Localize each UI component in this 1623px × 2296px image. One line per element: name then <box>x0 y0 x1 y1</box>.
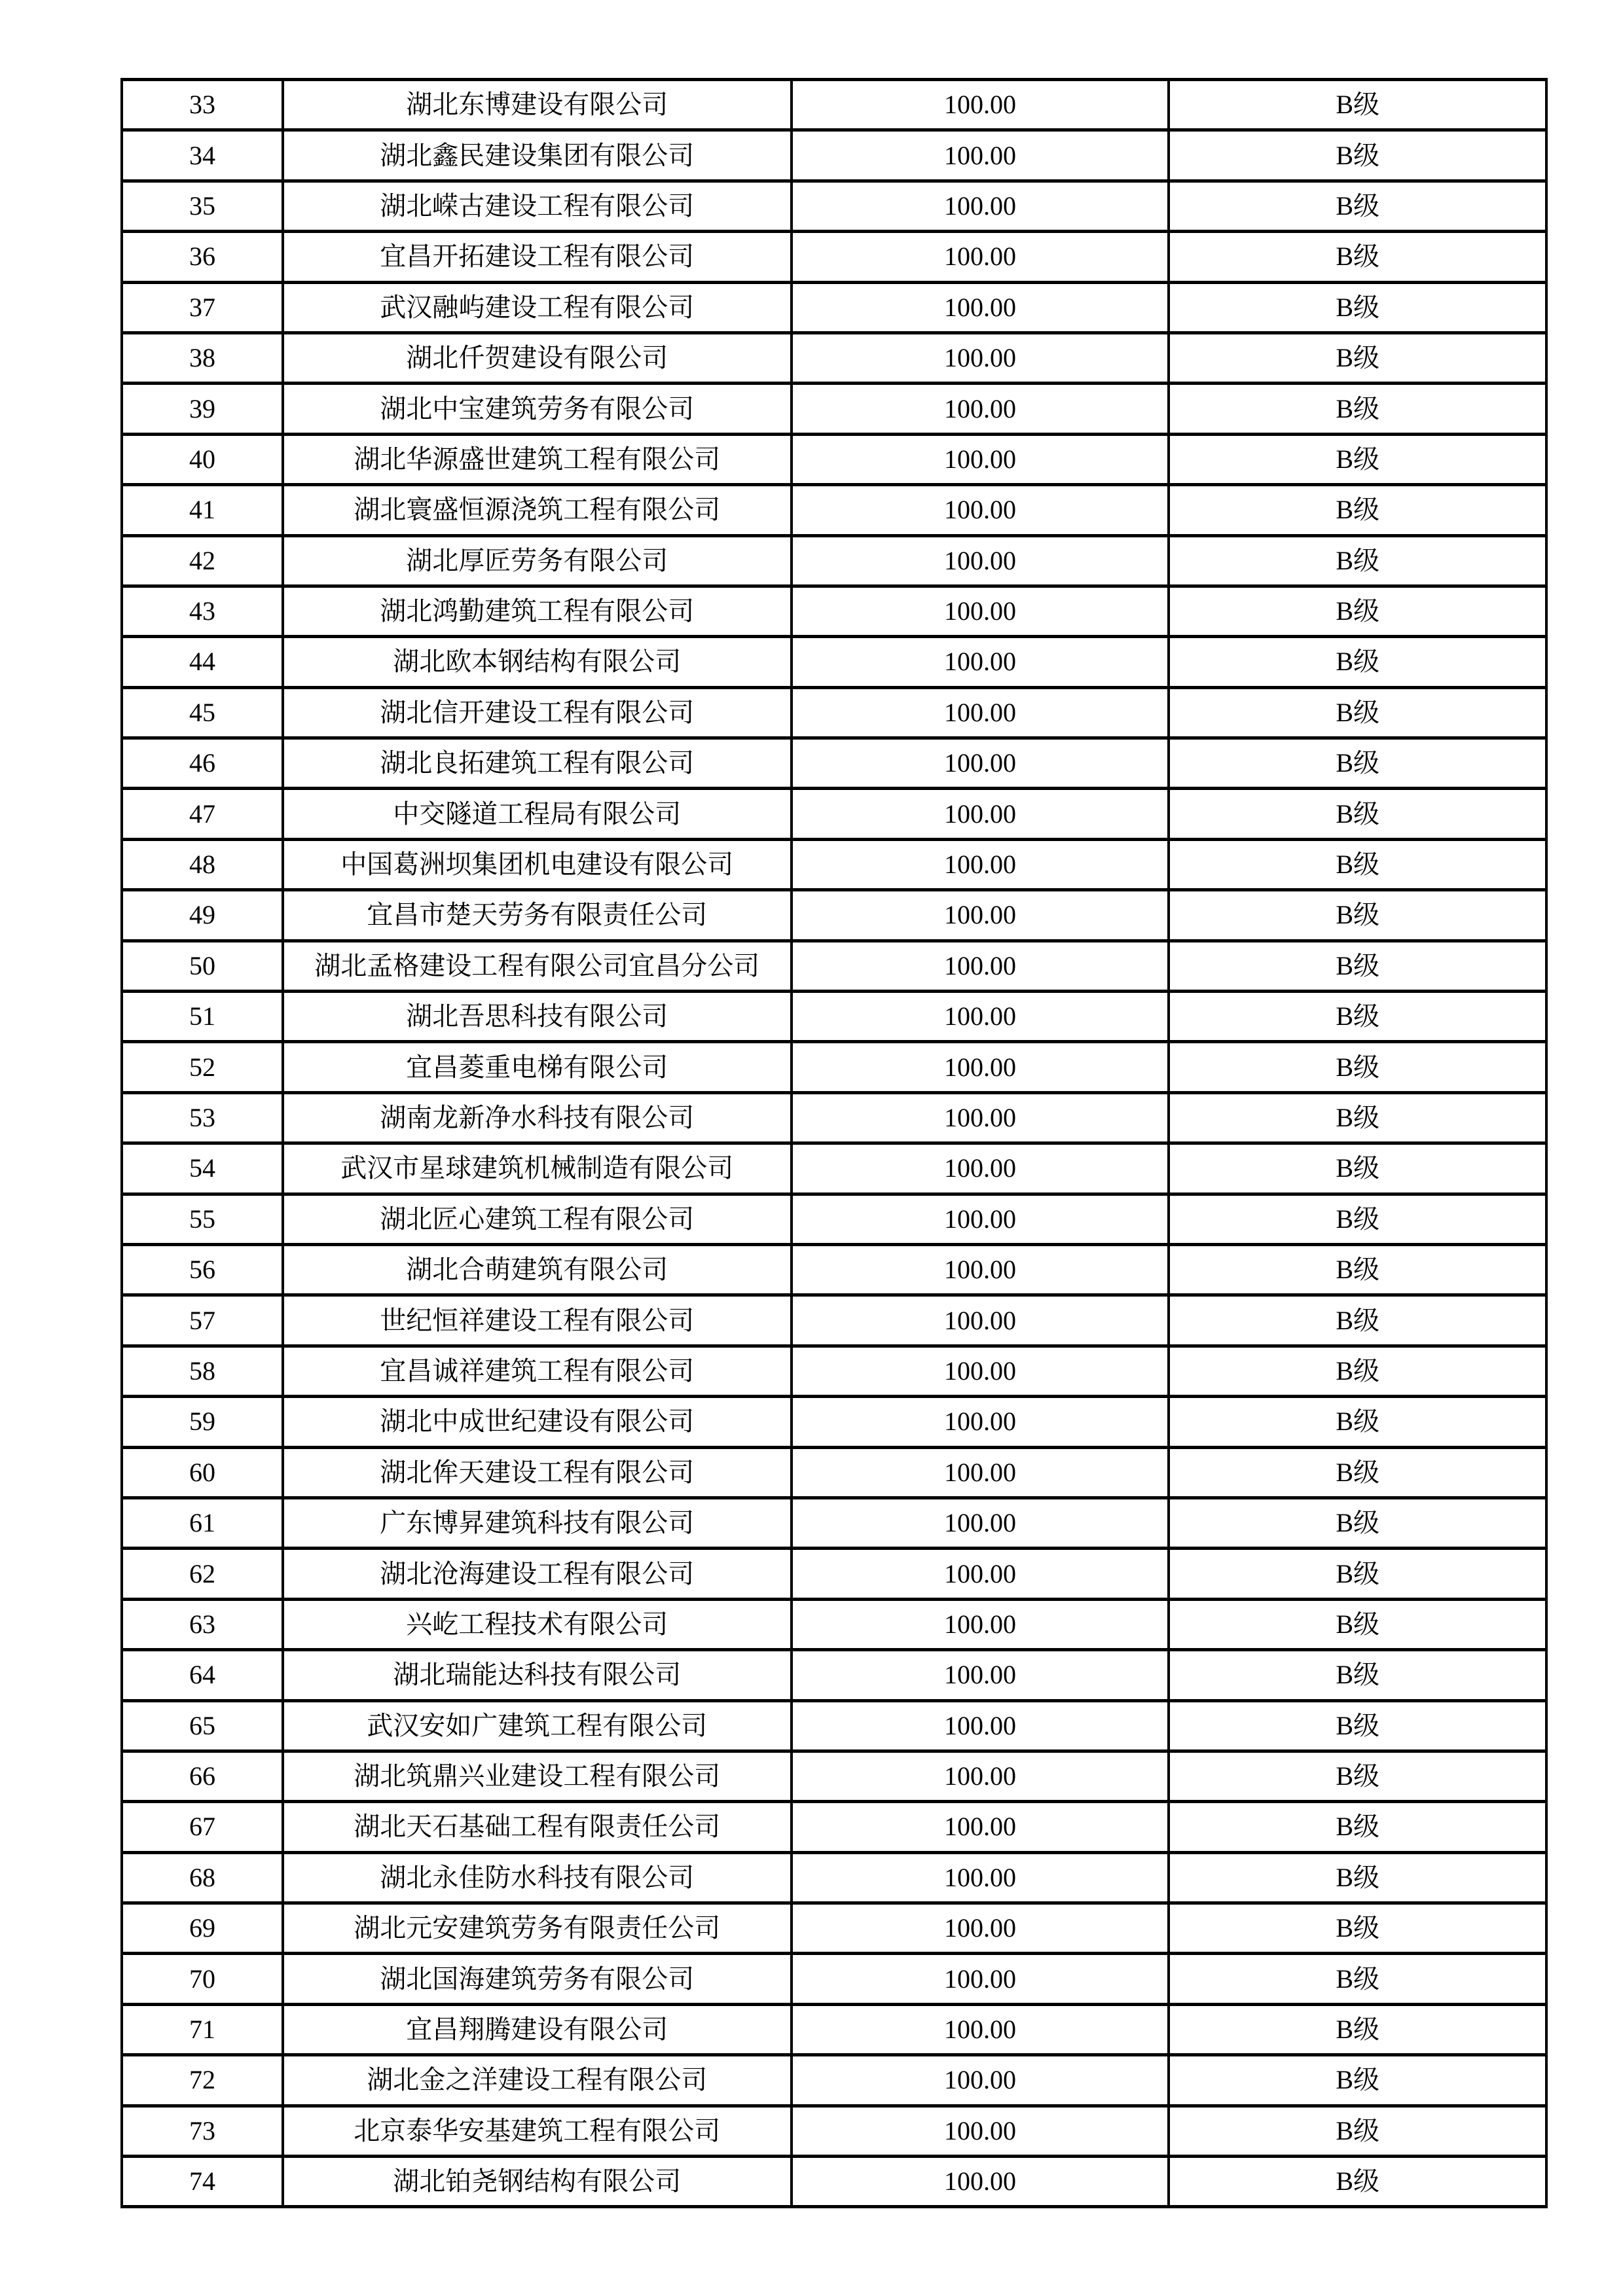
score-cell: 100.00 <box>792 1194 1169 1244</box>
rating-cell: B级 <box>1169 434 1546 484</box>
company-name-cell: 北京泰华安基建筑工程有限公司 <box>283 2106 792 2156</box>
company-name-cell: 湖北东博建设有限公司 <box>283 80 792 130</box>
table-row <box>122 1599 1546 1649</box>
row-number-cell: 49 <box>122 890 283 941</box>
table-row <box>122 941 1546 991</box>
row-number-cell: 51 <box>122 992 283 1042</box>
table-row <box>122 1346 1546 1396</box>
table-row <box>122 1194 1546 1244</box>
rating-cell: B级 <box>1169 232 1546 282</box>
rating-cell: B级 <box>1169 1599 1546 1649</box>
rating-cell: B级 <box>1169 485 1546 535</box>
company-name-cell: 湖北天石基础工程有限责任公司 <box>283 1802 792 1852</box>
row-number-cell: 63 <box>122 1599 283 1649</box>
score-cell: 100.00 <box>792 1650 1169 1700</box>
score-cell: 100.00 <box>792 2157 1169 2207</box>
table-row <box>122 2004 1546 2054</box>
company-name-cell: 湖北元安建筑劳务有限责任公司 <box>283 1903 792 1954</box>
rating-cell: B级 <box>1169 1802 1546 1852</box>
score-cell: 100.00 <box>792 1498 1169 1548</box>
score-cell: 100.00 <box>792 1549 1169 1599</box>
score-cell: 100.00 <box>792 839 1169 889</box>
rating-cell: B级 <box>1169 637 1546 687</box>
score-cell: 100.00 <box>792 687 1169 738</box>
score-cell: 100.00 <box>792 1599 1169 1649</box>
company-name-cell: 宜昌市楚天劳务有限责任公司 <box>283 890 792 941</box>
score-cell: 100.00 <box>792 1802 1169 1852</box>
company-name-cell: 湖北国海建筑劳务有限公司 <box>283 1954 792 2004</box>
rating-cell: B级 <box>1169 2157 1546 2207</box>
table-row <box>122 1549 1546 1599</box>
row-number-cell: 60 <box>122 1447 283 1498</box>
company-name-cell: 湖南龙新净水科技有限公司 <box>283 1092 792 1143</box>
score-cell: 100.00 <box>792 1244 1169 1295</box>
row-number-cell: 52 <box>122 1042 283 1092</box>
rating-cell: B级 <box>1169 687 1546 738</box>
row-number-cell: 68 <box>122 1852 283 1903</box>
score-cell: 100.00 <box>792 1143 1169 1194</box>
rating-cell: B级 <box>1169 332 1546 383</box>
rating-cell: B级 <box>1169 1194 1546 1244</box>
score-cell: 100.00 <box>792 2106 1169 2156</box>
table-row <box>122 1700 1546 1751</box>
rating-cell: B级 <box>1169 1852 1546 1903</box>
company-name-cell: 湖北沧海建设工程有限公司 <box>283 1549 792 1599</box>
score-cell: 100.00 <box>792 1397 1169 1447</box>
table-row <box>122 181 1546 231</box>
table-row <box>122 2106 1546 2156</box>
row-number-cell: 65 <box>122 1700 283 1751</box>
score-cell: 100.00 <box>792 181 1169 231</box>
table-row <box>122 890 1546 941</box>
row-number-cell: 54 <box>122 1143 283 1194</box>
row-number-cell: 34 <box>122 130 283 181</box>
company-name-cell: 湖北金之洋建设工程有限公司 <box>283 2055 792 2106</box>
row-number-cell: 57 <box>122 1295 283 1346</box>
company-name-cell: 湖北欧本钢结构有限公司 <box>283 637 792 687</box>
score-cell: 100.00 <box>792 1751 1169 1801</box>
score-cell: 100.00 <box>792 586 1169 636</box>
row-number-cell: 58 <box>122 1346 283 1396</box>
score-cell: 100.00 <box>792 1295 1169 1346</box>
rating-cell: B级 <box>1169 1143 1546 1194</box>
row-number-cell: 39 <box>122 384 283 434</box>
company-name-cell: 湖北筑鼎兴业建设工程有限公司 <box>283 1751 792 1801</box>
row-number-cell: 70 <box>122 1954 283 2004</box>
table-row <box>122 839 1546 889</box>
company-name-cell: 湖北鑫民建设集团有限公司 <box>283 130 792 181</box>
row-number-cell: 47 <box>122 789 283 839</box>
company-name-cell: 湖北华源盛世建筑工程有限公司 <box>283 434 792 484</box>
company-name-cell: 湖北合萌建筑有限公司 <box>283 1244 792 1295</box>
row-number-cell: 62 <box>122 1549 283 1599</box>
company-name-cell: 湖北仟贺建设有限公司 <box>283 332 792 383</box>
score-cell: 100.00 <box>792 992 1169 1042</box>
company-name-cell: 湖北永佳防水科技有限公司 <box>283 1852 792 1903</box>
row-number-cell: 56 <box>122 1244 283 1295</box>
score-cell: 100.00 <box>792 232 1169 282</box>
row-number-cell: 45 <box>122 687 283 738</box>
row-number-cell: 73 <box>122 2106 283 2156</box>
rating-cell: B级 <box>1169 1346 1546 1396</box>
row-number-cell: 72 <box>122 2055 283 2106</box>
score-cell: 100.00 <box>792 637 1169 687</box>
company-name-cell: 宜昌开拓建设工程有限公司 <box>283 232 792 282</box>
rating-cell: B级 <box>1169 535 1546 586</box>
company-name-cell: 广东博昇建筑科技有限公司 <box>283 1498 792 1548</box>
rating-cell: B级 <box>1169 2055 1546 2106</box>
company-name-cell: 世纪恒祥建设工程有限公司 <box>283 1295 792 1346</box>
rating-cell: B级 <box>1169 1042 1546 1092</box>
table-row <box>122 2157 1546 2207</box>
score-cell: 100.00 <box>792 1042 1169 1092</box>
score-cell: 100.00 <box>792 941 1169 991</box>
score-cell: 100.00 <box>792 789 1169 839</box>
table-row <box>122 992 1546 1042</box>
score-cell: 100.00 <box>792 282 1169 332</box>
score-cell: 100.00 <box>792 1700 1169 1751</box>
table-row <box>122 332 1546 383</box>
company-name-cell: 湖北匠心建筑工程有限公司 <box>283 1194 792 1244</box>
score-cell: 100.00 <box>792 1903 1169 1954</box>
row-number-cell: 64 <box>122 1650 283 1700</box>
company-name-cell: 湖北厚匠劳务有限公司 <box>283 535 792 586</box>
company-name-cell: 中国葛洲坝集团机电建设有限公司 <box>283 839 792 889</box>
table-row <box>122 535 1546 586</box>
company-name-cell: 湖北良拓建筑工程有限公司 <box>283 738 792 789</box>
rating-cell: B级 <box>1169 586 1546 636</box>
rating-cell: B级 <box>1169 80 1546 130</box>
table-row <box>122 1852 1546 1903</box>
table-row <box>122 485 1546 535</box>
table-row <box>122 1397 1546 1447</box>
company-name-cell: 湖北寰盛恒源浇筑工程有限公司 <box>283 485 792 535</box>
rating-cell: B级 <box>1169 1903 1546 1954</box>
rating-cell: B级 <box>1169 282 1546 332</box>
row-number-cell: 38 <box>122 332 283 383</box>
rating-cell: B级 <box>1169 1954 1546 2004</box>
table-row <box>122 1092 1546 1143</box>
score-cell: 100.00 <box>792 1447 1169 1498</box>
rating-cell: B级 <box>1169 1751 1546 1801</box>
table-row <box>122 1650 1546 1700</box>
table-row <box>122 1295 1546 1346</box>
table-row <box>122 232 1546 282</box>
table-row <box>122 1954 1546 2004</box>
company-name-cell: 湖北中宝建筑劳务有限公司 <box>283 384 792 434</box>
company-name-cell: 湖北鸿勤建筑工程有限公司 <box>283 586 792 636</box>
row-number-cell: 35 <box>122 181 283 231</box>
score-cell: 100.00 <box>792 1346 1169 1396</box>
score-cell: 100.00 <box>792 2055 1169 2106</box>
score-cell: 100.00 <box>792 535 1169 586</box>
row-number-cell: 53 <box>122 1092 283 1143</box>
table-row <box>122 1802 1546 1852</box>
row-number-cell: 41 <box>122 485 283 535</box>
score-cell: 100.00 <box>792 434 1169 484</box>
rating-cell: B级 <box>1169 1244 1546 1295</box>
rating-cell: B级 <box>1169 384 1546 434</box>
row-number-cell: 69 <box>122 1903 283 1954</box>
table-row <box>122 1498 1546 1548</box>
rating-cell: B级 <box>1169 789 1546 839</box>
rating-table <box>120 78 1548 2208</box>
company-name-cell: 湖北嵘古建设工程有限公司 <box>283 181 792 231</box>
table-row <box>122 130 1546 181</box>
score-cell: 100.00 <box>792 890 1169 941</box>
table-row <box>122 1143 1546 1194</box>
score-cell: 100.00 <box>792 384 1169 434</box>
row-number-cell: 36 <box>122 232 283 282</box>
rating-cell: B级 <box>1169 1397 1546 1447</box>
company-name-cell: 湖北铂尧钢结构有限公司 <box>283 2157 792 2207</box>
table-row <box>122 1751 1546 1801</box>
table-row <box>122 1042 1546 1092</box>
company-name-cell: 宜昌诚祥建筑工程有限公司 <box>283 1346 792 1396</box>
table-row <box>122 637 1546 687</box>
company-name-cell: 中交隧道工程局有限公司 <box>283 789 792 839</box>
rating-cell: B级 <box>1169 890 1546 941</box>
row-number-cell: 50 <box>122 941 283 991</box>
row-number-cell: 74 <box>122 2157 283 2207</box>
table-row <box>122 2055 1546 2106</box>
rating-cell: B级 <box>1169 1700 1546 1751</box>
rating-cell: B级 <box>1169 738 1546 789</box>
score-cell: 100.00 <box>792 738 1169 789</box>
rating-cell: B级 <box>1169 839 1546 889</box>
table-row <box>122 789 1546 839</box>
company-name-cell: 武汉融屿建设工程有限公司 <box>283 282 792 332</box>
rating-cell: B级 <box>1169 130 1546 181</box>
rating-cell: B级 <box>1169 1092 1546 1143</box>
row-number-cell: 42 <box>122 535 283 586</box>
table-row <box>122 738 1546 789</box>
row-number-cell: 61 <box>122 1498 283 1548</box>
row-number-cell: 66 <box>122 1751 283 1801</box>
row-number-cell: 43 <box>122 586 283 636</box>
company-name-cell: 湖北瑞能达科技有限公司 <box>283 1650 792 1700</box>
company-name-cell: 宜昌翔腾建设有限公司 <box>283 2004 792 2054</box>
table-row <box>122 80 1546 130</box>
table-row <box>122 434 1546 484</box>
rating-cell: B级 <box>1169 992 1546 1042</box>
table-row <box>122 1244 1546 1295</box>
score-cell: 100.00 <box>792 485 1169 535</box>
score-cell: 100.00 <box>792 2004 1169 2054</box>
table-row <box>122 1903 1546 1954</box>
rating-cell: B级 <box>1169 941 1546 991</box>
row-number-cell: 48 <box>122 839 283 889</box>
rating-cell: B级 <box>1169 1447 1546 1498</box>
company-name-cell: 湖北孟格建设工程有限公司宜昌分公司 <box>283 941 792 991</box>
score-cell: 100.00 <box>792 1092 1169 1143</box>
table-row <box>122 687 1546 738</box>
row-number-cell: 55 <box>122 1194 283 1244</box>
rating-cell: B级 <box>1169 1650 1546 1700</box>
row-number-cell: 33 <box>122 80 283 130</box>
rating-table-body <box>122 80 1546 2207</box>
score-cell: 100.00 <box>792 332 1169 383</box>
row-number-cell: 44 <box>122 637 283 687</box>
rating-cell: B级 <box>1169 1498 1546 1548</box>
rating-cell: B级 <box>1169 1295 1546 1346</box>
table-row <box>122 282 1546 332</box>
score-cell: 100.00 <box>792 130 1169 181</box>
rating-cell: B级 <box>1169 1549 1546 1599</box>
rating-cell: B级 <box>1169 181 1546 231</box>
score-cell: 100.00 <box>792 1954 1169 2004</box>
row-number-cell: 40 <box>122 434 283 484</box>
score-cell: 100.00 <box>792 80 1169 130</box>
row-number-cell: 71 <box>122 2004 283 2054</box>
row-number-cell: 46 <box>122 738 283 789</box>
row-number-cell: 59 <box>122 1397 283 1447</box>
company-name-cell: 宜昌菱重电梯有限公司 <box>283 1042 792 1092</box>
company-name-cell: 湖北侔天建设工程有限公司 <box>283 1447 792 1498</box>
row-number-cell: 37 <box>122 282 283 332</box>
rating-cell: B级 <box>1169 2004 1546 2054</box>
company-name-cell: 武汉安如广建筑工程有限公司 <box>283 1700 792 1751</box>
company-name-cell: 湖北信开建设工程有限公司 <box>283 687 792 738</box>
score-cell: 100.00 <box>792 1852 1169 1903</box>
company-name-cell: 武汉市星球建筑机械制造有限公司 <box>283 1143 792 1194</box>
table-row <box>122 586 1546 636</box>
company-name-cell: 湖北中成世纪建设有限公司 <box>283 1397 792 1447</box>
row-number-cell: 67 <box>122 1802 283 1852</box>
rating-cell: B级 <box>1169 2106 1546 2156</box>
company-name-cell: 湖北吾思科技有限公司 <box>283 992 792 1042</box>
table-row <box>122 384 1546 434</box>
company-name-cell: 兴屹工程技术有限公司 <box>283 1599 792 1649</box>
table-row <box>122 1447 1546 1498</box>
